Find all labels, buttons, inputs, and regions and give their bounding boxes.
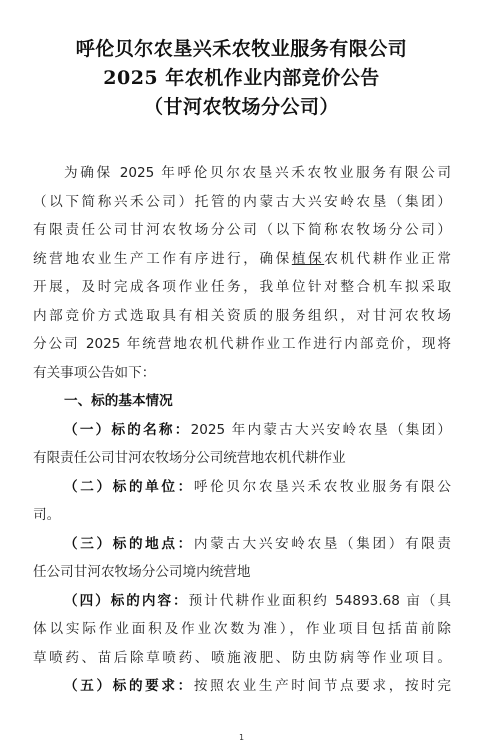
intro-line: 有关事项公告如下： [33,364,156,381]
item-content-line: 草喷药、苗后除草喷药、喷施液肥、防虫防病等作业项目。 [33,649,451,666]
document-title-line1: 呼伦贝尔农垦兴禾农牧业服务有限公司 [75,38,408,60]
intro-line: 为确保 2025 年呼伦贝尔农垦兴禾农牧业服务有限公司 [64,165,451,181]
intro-line: 内部竞价方式选取具有相关资质的服务组织，对甘河农牧场 [33,307,451,324]
item-label: （一）标的名称： [64,421,191,438]
item-unit-line: 司。 [33,507,61,523]
item-place-line: 任公司甘河农牧场分公司境内统营地 [33,564,251,580]
item-req-line [33,672,451,701]
underlined-term: 植保 [291,250,325,267]
intro-line: 开展，及时完成各项作业任务，我单位针对整合机车拟采取 [33,279,451,295]
item-name-line [33,416,451,445]
intro-text: 农机代耕作业正常 [324,250,452,267]
item-name-line: 有限责任公司甘河农牧场分公司统营地农机代耕作业 [33,450,346,466]
item-content-line [33,587,451,616]
page-number: 1 [238,733,245,742]
item-text: 呼伦贝尔农垦兴禾农牧业服务有限公 [193,478,452,495]
item-content-line: 体以实际作业面积及作业次数为准），作业项目包括苗前除 [33,621,451,637]
item-unit-line [33,473,451,502]
item-text: 按照农业生产时间节点要求，按时完 [193,678,452,694]
document-title-line3: （甘河农牧场分公司） [143,96,339,118]
item-place-line [33,530,451,559]
section-heading: 一、标的基本情况 [64,393,173,409]
document-title-line2: 2025 年农机作业内部竞价公告 [103,67,380,89]
intro-line [33,245,451,274]
item-text: 预计代耕作业面积约 54893.68 亩（具 [188,592,451,609]
intro-line: 有限责任公司甘河农牧场分公司（以下简称农牧场分公司） [33,222,451,238]
item-text: 2025 年内蒙古大兴安岭农垦（集团） [190,421,451,438]
item-label: （三）标的地点： [64,535,194,552]
document-body [33,159,451,701]
intro-text: 统营地农业生产工作有序进行，确保 [33,250,292,267]
item-label: （五）标的要求： [64,678,194,694]
item-text: 内蒙古大兴安岭农垦（集团）有限责 [193,535,452,552]
intro-line: （以下简称兴禾公司）托管的内蒙古大兴安岭农垦（集团） [33,193,451,210]
item-label: （四）标的内容： [64,592,189,609]
item-label: （二）标的单位： [64,478,194,495]
intro-line: 分公司 2025 年统营地农机代耕作业工作进行内部竞价，现将 [33,336,451,352]
